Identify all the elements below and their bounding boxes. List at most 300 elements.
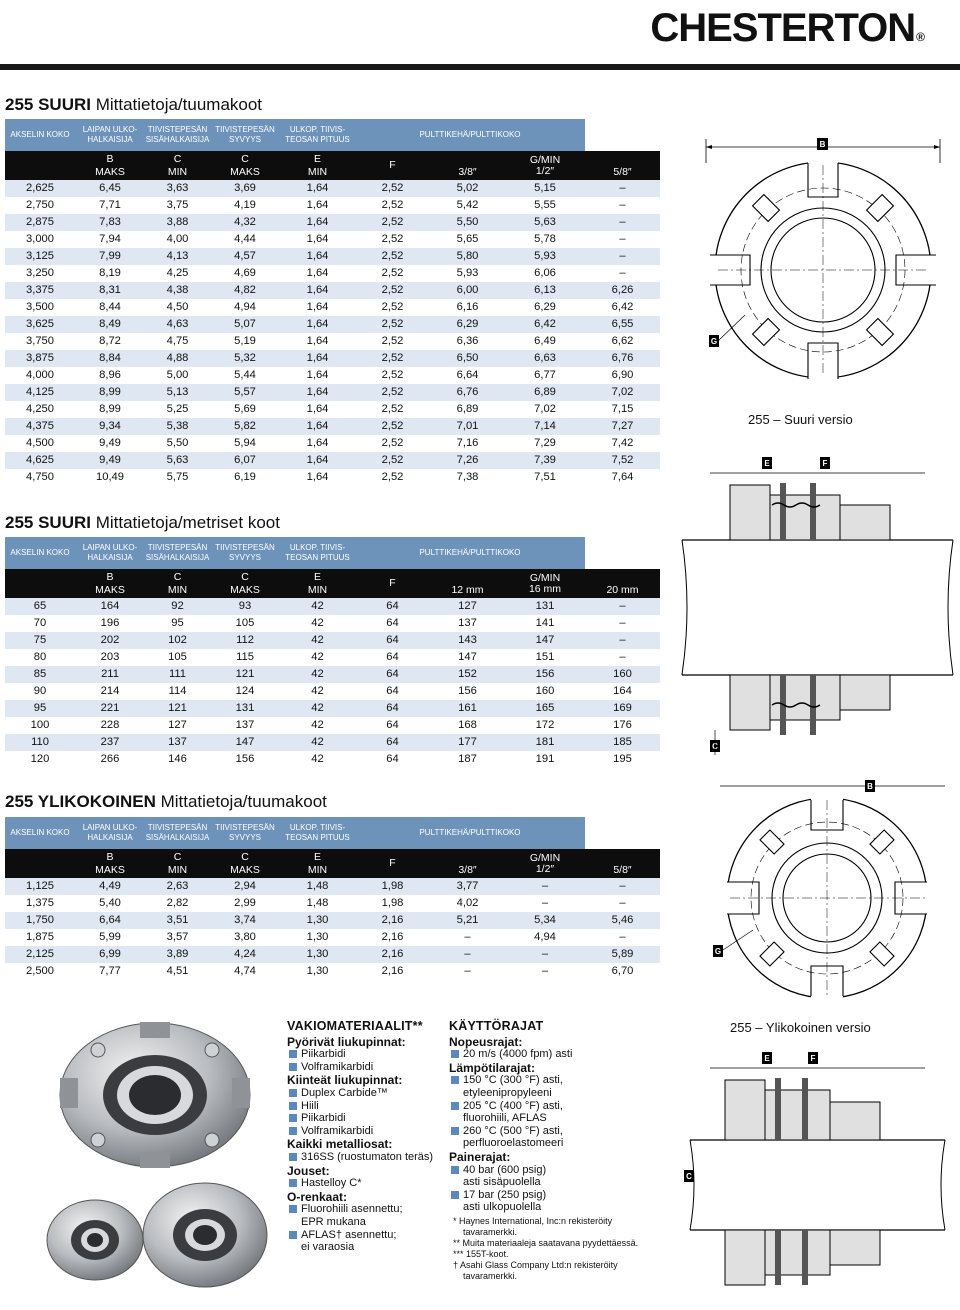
table-cell: 6,89 [430, 401, 505, 418]
table-row [5, 963, 660, 980]
table-cell: 7,51 [505, 469, 585, 486]
table-row [5, 700, 660, 717]
table-cell: 4,63 [145, 316, 210, 333]
table-cell: 114 [145, 683, 210, 700]
table-cell: 42 [280, 615, 355, 632]
table-cell: 1,64 [280, 248, 355, 265]
column-header: B MAKS [75, 569, 145, 598]
table-cell: 42 [280, 649, 355, 666]
table-cell: 2,52 [355, 384, 430, 401]
table-cell: 64 [355, 734, 430, 751]
table-cell: 42 [280, 666, 355, 683]
table-row [5, 248, 660, 265]
table-cell: 8,31 [75, 282, 145, 299]
table-cell: 1,64 [280, 333, 355, 350]
table-cell: 2,500 [5, 963, 75, 980]
table-cell: 1,48 [280, 878, 355, 895]
column-group-header: AKSELIN KOKO [5, 817, 75, 849]
table-cell: 2,16 [355, 912, 430, 929]
table-cell: – [585, 248, 660, 265]
material-group-title: O-renkaat: [287, 1189, 348, 1204]
table-cell: 1,750 [5, 912, 75, 929]
footnote: * Haynes International, Inc:n rekisteröity tavaramerkki. [453, 1215, 613, 1237]
table-cell: 3,88 [145, 214, 210, 231]
table-cell: 160 [585, 666, 660, 683]
table-cell: 7,99 [75, 248, 145, 265]
table-cell: 160 [505, 683, 585, 700]
table-cell: 7,02 [505, 401, 585, 418]
table-cell: 2,16 [355, 946, 430, 963]
dim-f-label-2: F [810, 1054, 816, 1063]
temp-title: Lämpötilarajat: [449, 1060, 536, 1075]
table-cell: 7,94 [75, 231, 145, 248]
table-cell: 42 [280, 598, 355, 615]
table-cell: 8,99 [75, 401, 145, 418]
table-cell: – [585, 598, 660, 615]
pressure-item: 17 bar (250 psig) asti ulkopuolella [449, 1189, 661, 1214]
column-header: F [355, 569, 430, 598]
table-cell: 4,94 [210, 299, 280, 316]
table-header-row [5, 537, 660, 569]
column-group-header: TIIVISTEPESÄN SYVYYS [210, 119, 280, 151]
table-cell: 2,52 [355, 435, 430, 452]
dim-g-label: G [710, 337, 718, 346]
table-cell: 2,52 [355, 214, 430, 231]
material-item-cont: ei varaosia [301, 1241, 355, 1254]
column-group-header: PULTTIKEHÄ/PULTTIKOKO [355, 817, 585, 849]
table-cell: 5,99 [75, 929, 145, 946]
table-cell: 5,89 [585, 946, 660, 963]
table-cell: 1,64 [280, 367, 355, 384]
footnote: ** Muita materiaaleja saatavana pyydettäessä. [453, 1237, 639, 1248]
column-group-header: ULKOP. TIIVIS-TEOSAN PITUUS [280, 537, 355, 569]
table-cell: 5,55 [505, 197, 585, 214]
spec-table-suuri-inch [5, 119, 660, 486]
table-row [5, 333, 660, 350]
table-cell: 5,15 [505, 180, 585, 197]
table-cell: 4,88 [145, 350, 210, 367]
table-cell: – [585, 180, 660, 197]
table-cell: 143 [430, 632, 505, 649]
table-cell: 7,16 [430, 435, 505, 452]
table-cell: 2,52 [355, 367, 430, 384]
table-cell: 1,64 [280, 435, 355, 452]
column-header: E MIN [280, 151, 355, 180]
table-cell: 4,02 [430, 895, 505, 912]
table-cell: 221 [75, 700, 145, 717]
table-cell: 1,64 [280, 418, 355, 435]
table-cell: 105 [145, 649, 210, 666]
table-row [5, 401, 660, 418]
section-title-suuri-inch: 255 SUURI Mittatietoja/tuumakoot [5, 95, 263, 114]
table-cell: 2,625 [5, 180, 75, 197]
table-row [5, 350, 660, 367]
table-cell: 131 [210, 700, 280, 717]
table-subheader-row [5, 151, 660, 180]
table-cell: 6,42 [505, 316, 585, 333]
table-cell: 124 [210, 683, 280, 700]
table-cell: 6,63 [505, 350, 585, 367]
table-cell: 42 [280, 751, 355, 768]
table-cell: – [505, 878, 585, 895]
table-cell: 95 [145, 615, 210, 632]
table-cell: 121 [145, 700, 210, 717]
table-cell: 6,29 [430, 316, 505, 333]
table-cell: 93 [210, 598, 280, 615]
table-cell: 70 [5, 615, 75, 632]
table-cell: 2,52 [355, 282, 430, 299]
table-cell: 2,63 [145, 878, 210, 895]
section-title-suuri-metric: 255 SUURI Mittatietoja/metriset koot [5, 513, 280, 532]
table-cell: 5,07 [210, 316, 280, 333]
table-cell: 137 [145, 734, 210, 751]
table-cell: 1,64 [280, 265, 355, 282]
table-cell: 110 [5, 734, 75, 751]
suuri-side-drawing [680, 455, 955, 780]
material-item: 316SS (ruostumaton teräs) [287, 1151, 447, 1164]
table-cell: 4,44 [210, 231, 280, 248]
table-cell: 176 [585, 717, 660, 734]
table-cell: 3,63 [145, 180, 210, 197]
table-cell: 5,13 [145, 384, 210, 401]
table-cell: 2,52 [355, 231, 430, 248]
table-cell: 2,82 [145, 895, 210, 912]
column-group-header: LAIPAN ULKO-HALKAISIJA [75, 537, 145, 569]
column-group-header: TIIVISTEPESÄN SYVYYS [210, 817, 280, 849]
table-cell: 6,55 [585, 316, 660, 333]
table-cell: 228 [75, 717, 145, 734]
table-cell: 7,26 [430, 452, 505, 469]
table-row [5, 367, 660, 384]
table-cell: 6,70 [585, 963, 660, 980]
table-cell: 164 [585, 683, 660, 700]
table-cell: 1,375 [5, 895, 75, 912]
table-cell: 2,52 [355, 248, 430, 265]
table-cell: 90 [5, 683, 75, 700]
table-cell: 7,38 [430, 469, 505, 486]
column-group-header: TIIVISTEPESÄN SISÄHALKAISIJA [145, 817, 210, 849]
table-cell: 9,49 [75, 435, 145, 452]
table-cell: 7,29 [505, 435, 585, 452]
table-cell: 5,93 [430, 265, 505, 282]
table-cell: 2,52 [355, 299, 430, 316]
table-row [5, 598, 660, 615]
dim-c-label: C [712, 742, 718, 751]
column-header: C MAKS [210, 569, 280, 598]
column-header: 5/8″ [585, 849, 660, 878]
table-cell: 172 [505, 717, 585, 734]
table-cell: 1,125 [5, 878, 75, 895]
table-cell: 147 [505, 632, 585, 649]
table-row [5, 231, 660, 248]
table-cell: 1,30 [280, 929, 355, 946]
table-cell: 1,30 [280, 963, 355, 980]
column-header: 5/8″ [585, 151, 660, 180]
table-cell: 6,42 [585, 299, 660, 316]
column-header: G/MIN 16 mm [505, 569, 585, 598]
table-cell: 4,74 [210, 963, 280, 980]
table-cell: – [505, 963, 585, 980]
table-cell: 3,74 [210, 912, 280, 929]
table-cell: – [585, 231, 660, 248]
table-row [5, 469, 660, 486]
table-cell: 6,62 [585, 333, 660, 350]
table-cell: 5,25 [145, 401, 210, 418]
table-cell: 4,13 [145, 248, 210, 265]
dim-c-label-2: C [686, 1172, 692, 1181]
table-cell: 5,65 [430, 231, 505, 248]
table-cell: 7,14 [505, 418, 585, 435]
material-group-title: Jouset: [287, 1163, 330, 1178]
table-cell: 42 [280, 717, 355, 734]
table-row [5, 878, 660, 895]
table-cell: – [505, 946, 585, 963]
table-cell: 5,40 [75, 895, 145, 912]
table-row [5, 683, 660, 700]
pressure-item: 40 bar (600 psig) asti sisäpuolella [449, 1164, 661, 1189]
table-cell: 6,06 [505, 265, 585, 282]
table-row [5, 282, 660, 299]
table-cell: 42 [280, 734, 355, 751]
column-header: 3/8″ [430, 849, 505, 878]
column-group-header: LAIPAN ULKO-HALKAISIJA [75, 119, 145, 151]
material-group-title: Kaikki metalliosat: [287, 1137, 393, 1152]
table-cell: – [430, 946, 505, 963]
table-cell: 3,80 [210, 929, 280, 946]
table-cell: 3,77 [430, 878, 505, 895]
table-cell: 2,125 [5, 946, 75, 963]
table-cell: – [585, 214, 660, 231]
column-header: C MIN [145, 849, 210, 878]
table-cell: 5,82 [210, 418, 280, 435]
table-cell: 147 [430, 649, 505, 666]
table-cell: 121 [210, 666, 280, 683]
table-cell: – [430, 963, 505, 980]
table-cell: 2,52 [355, 180, 430, 197]
table-cell: 9,49 [75, 452, 145, 469]
table-cell: 3,875 [5, 350, 75, 367]
column-header: E MIN [280, 849, 355, 878]
table-cell: 2,52 [355, 333, 430, 350]
table-cell: 3,125 [5, 248, 75, 265]
dim-g-label-2: G [714, 947, 722, 956]
table-cell: 5,44 [210, 367, 280, 384]
column-group-header: TIIVISTEPESÄN SISÄHALKAISIJA [145, 119, 210, 151]
table-cell: 5,50 [430, 214, 505, 231]
table-row [5, 197, 660, 214]
material-item: Hiili [287, 1100, 447, 1113]
table-cell: 6,45 [75, 180, 145, 197]
table-cell: 6,50 [430, 350, 505, 367]
table-cell: 64 [355, 666, 430, 683]
table-cell: 1,64 [280, 401, 355, 418]
table-cell: 4,69 [210, 265, 280, 282]
temp-item: 205 °C (400 °F) asti, fluorohiili, AFLAS [449, 1100, 661, 1125]
table-row [5, 384, 660, 401]
section-title-ylikokoinen: 255 YLIKOKOINEN Mittatietoja/tuumakoot [5, 792, 327, 811]
table-cell: 6,07 [210, 452, 280, 469]
table-cell: 8,19 [75, 265, 145, 282]
material-item: Duplex Carbide™ [287, 1087, 447, 1100]
table-cell: 1,30 [280, 912, 355, 929]
table-cell: 2,52 [355, 452, 430, 469]
table-cell: 8,49 [75, 316, 145, 333]
table-cell: 3,89 [145, 946, 210, 963]
table-cell: 181 [505, 734, 585, 751]
table-cell: 1,98 [355, 878, 430, 895]
table-cell: 7,83 [75, 214, 145, 231]
material-item-cont: EPR mukana [301, 1215, 366, 1228]
table-cell: 5,32 [210, 350, 280, 367]
column-group-header: AKSELIN KOKO [5, 119, 75, 151]
column-group-header: TIIVISTEPESÄN SISÄHALKAISIJA [145, 537, 210, 569]
table-cell: 5,80 [430, 248, 505, 265]
table-cell: 4,19 [210, 197, 280, 214]
table-cell: 5,19 [210, 333, 280, 350]
table-row [5, 632, 660, 649]
table-cell: 100 [5, 717, 75, 734]
table-cell: – [585, 265, 660, 282]
material-item: Volframikarbidi [287, 1125, 447, 1138]
table-cell: 2,16 [355, 963, 430, 980]
table-cell: 1,30 [280, 946, 355, 963]
temp-item: 260 °C (500 °F) asti, perfluoroelastomeeri [449, 1125, 661, 1150]
table-cell: 7,77 [75, 963, 145, 980]
table-cell: 2,94 [210, 878, 280, 895]
table-cell: 168 [430, 717, 505, 734]
column-header: F [355, 151, 430, 180]
table-cell: 1,64 [280, 384, 355, 401]
table-cell: 127 [145, 717, 210, 734]
table-row [5, 946, 660, 963]
table-cell: 141 [505, 615, 585, 632]
table-row [5, 452, 660, 469]
table-cell: – [585, 615, 660, 632]
table-cell: – [585, 878, 660, 895]
chesterton-logo: CHESTERTON® [650, 6, 924, 50]
table-cell: 5,78 [505, 231, 585, 248]
column-group-header: PULTTIKEHÄ/PULTTIKOKO [355, 537, 585, 569]
table-cell: 6,16 [430, 299, 505, 316]
table-row [5, 265, 660, 282]
table-cell: 3,250 [5, 265, 75, 282]
table-cell: 6,77 [505, 367, 585, 384]
table-cell: 5,34 [505, 912, 585, 929]
table-cell: 3,625 [5, 316, 75, 333]
table-cell: 64 [355, 598, 430, 615]
table-cell: 6,19 [210, 469, 280, 486]
table-cell: 6,49 [505, 333, 585, 350]
table-cell: 147 [210, 734, 280, 751]
table-row [5, 316, 660, 333]
table-cell: 6,29 [505, 299, 585, 316]
table-cell: 1,64 [280, 350, 355, 367]
material-group-title: Pyörivät liukupinnat: [287, 1034, 406, 1049]
table-row [5, 734, 660, 751]
material-item: Piikarbidi [287, 1048, 447, 1061]
table-cell: 6,00 [430, 282, 505, 299]
table-cell: 102 [145, 632, 210, 649]
table-row [5, 214, 660, 231]
table-cell: 4,500 [5, 435, 75, 452]
speed-item: 20 m/s (4000 fpm) asti [449, 1048, 661, 1061]
table-cell: 4,125 [5, 384, 75, 401]
table-cell: 177 [430, 734, 505, 751]
table-cell: 64 [355, 683, 430, 700]
table-cell: 80 [5, 649, 75, 666]
table-cell: 8,72 [75, 333, 145, 350]
table-header-row [5, 817, 660, 849]
table-cell: – [585, 929, 660, 946]
column-header: B MAKS [75, 151, 145, 180]
table-cell: 5,21 [430, 912, 505, 929]
table-cell: 4,57 [210, 248, 280, 265]
table-cell: 10,49 [75, 469, 145, 486]
table-cell: 1,48 [280, 895, 355, 912]
table-cell: 64 [355, 717, 430, 734]
table-cell: 6,76 [585, 350, 660, 367]
table-cell: 4,00 [145, 231, 210, 248]
materials-heading: VAKIOMATERIAALIT** [287, 1019, 423, 1033]
table-cell: 2,750 [5, 197, 75, 214]
table-cell: 191 [505, 751, 585, 768]
table-cell: 8,44 [75, 299, 145, 316]
table-cell: 6,64 [75, 912, 145, 929]
material-group-title: Kiinteät liukupinnat: [287, 1073, 403, 1088]
table-cell: 75 [5, 632, 75, 649]
table-cell: 2,99 [210, 895, 280, 912]
table-cell: 7,27 [585, 418, 660, 435]
table-cell: 64 [355, 700, 430, 717]
table-cell: 1,98 [355, 895, 430, 912]
table-cell: 1,64 [280, 180, 355, 197]
table-cell: 5,00 [145, 367, 210, 384]
table-cell: 5,93 [505, 248, 585, 265]
table-cell: 42 [280, 700, 355, 717]
table-cell: 7,02 [585, 384, 660, 401]
table-cell: 131 [505, 598, 585, 615]
column-header: B MAKS [75, 849, 145, 878]
table-cell: 5,57 [210, 384, 280, 401]
table-cell: 1,64 [280, 299, 355, 316]
table-cell: 6,89 [505, 384, 585, 401]
table-cell: 85 [5, 666, 75, 683]
footnote: † Asahi Glass Company Ltd:n rekisteröity tavaramerkki. [453, 1259, 618, 1281]
table-cell: 3,57 [145, 929, 210, 946]
table-cell: 4,82 [210, 282, 280, 299]
table-cell: 6,90 [585, 367, 660, 384]
table-cell: 4,51 [145, 963, 210, 980]
column-header: 20 mm [585, 569, 660, 598]
table-cell: – [585, 197, 660, 214]
table-cell: 137 [210, 717, 280, 734]
table-cell: 5,46 [585, 912, 660, 929]
dim-f-label: F [822, 459, 828, 468]
table-cell: 6,36 [430, 333, 505, 350]
temp-item: 150 °C (300 °F) asti, etyleenipropyleeni [449, 1074, 661, 1099]
table-cell: 5,38 [145, 418, 210, 435]
material-item: AFLAS† asennettu; [287, 1229, 447, 1242]
table-cell: 1,64 [280, 214, 355, 231]
table-cell: 5,02 [430, 180, 505, 197]
table-cell: 185 [585, 734, 660, 751]
table-cell: 112 [210, 632, 280, 649]
column-header: C MIN [145, 569, 210, 598]
table-row [5, 895, 660, 912]
table-cell: 1,875 [5, 929, 75, 946]
table-cell: 137 [430, 615, 505, 632]
table-row [5, 912, 660, 929]
